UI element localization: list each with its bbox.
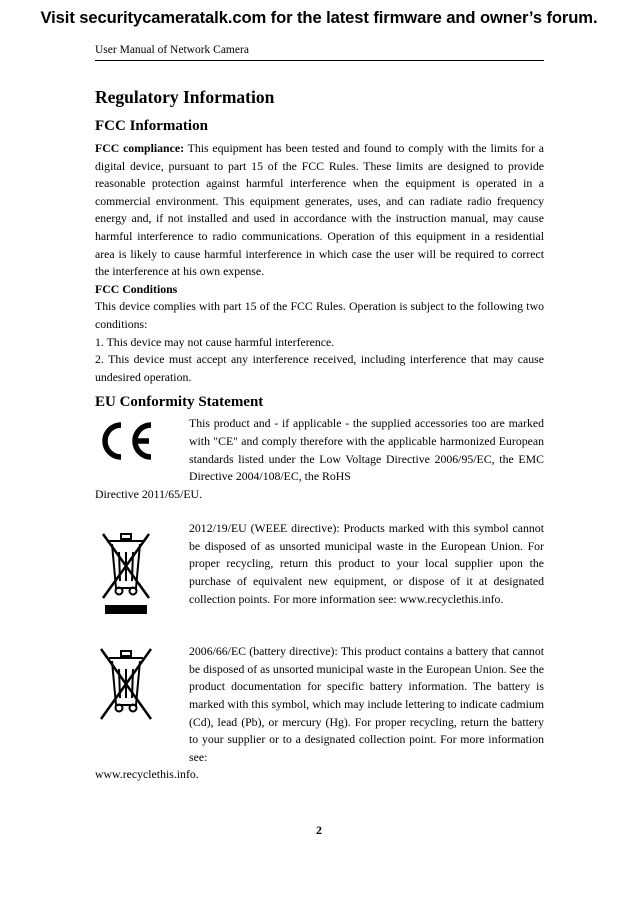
fcc-heading: FCC Information	[95, 118, 208, 134]
spacer	[95, 503, 544, 520]
weee-text: 2012/19/EU (WEEE directive): Products marked with this symbol cannot be disposed of as unsorted municipal waste in the European Union. For proper recycling, return this product to your local supplier upon the purchase of equivalent new equipment, or dispose of it at designated collection points. For more information see: www.recyclethis.info.	[189, 521, 544, 606]
fcc-conditions-intro: This device complies with part 15 of the FCC Rules. Operation is subject to the following two conditions:	[95, 299, 544, 331]
ce-mark-icon	[95, 421, 157, 467]
spacer	[95, 608, 544, 643]
fcc-condition-2: 2. This device must accept any interference received, including interference that may cause undesired operation.	[95, 352, 544, 384]
page-content	[95, 84, 544, 784]
battery-section	[95, 643, 544, 784]
ce-text: This product and - if applicable - the supplied accessories too are marked with "CE" and comply therefore with the applicable harmonized European standards listed under the Low Voltage Directive 2006/95/EC, the EMC Directive 2004/108/EC, the RoHS	[189, 416, 544, 484]
page-number: 2	[316, 823, 322, 837]
fcc-compliance-paragraph	[95, 140, 544, 281]
header-rule	[95, 60, 544, 61]
running-header: User Manual of Network Camera	[95, 44, 249, 56]
page-title: Regulatory Information	[95, 87, 275, 107]
eu-heading: EU Conformity Statement	[95, 394, 264, 411]
weee-section	[95, 520, 544, 608]
battery-bin-icon	[95, 643, 157, 731]
fcc-compliance-label: FCC compliance:	[95, 141, 185, 155]
battery-text: 2006/66/EC (battery directive): This product contains a battery that cannot be disposed of as unsorted municipal waste in the European Union. See the product documentation for specific battery information. The battery is marked with this symbol, which may include lettering to indicate cadmium (Cd), lead (Pb), or mercury (Hg). For proper recycling, return the battery to your supplier or to a designated collection point. For more information see:	[189, 644, 544, 764]
ce-text-tail: Directive 2011/65/EU.	[95, 486, 203, 501]
weee-bin-icon	[95, 528, 157, 624]
fcc-conditions-heading: FCC Conditions	[95, 281, 178, 296]
ce-section	[95, 415, 544, 503]
fcc-condition-1: 1. This device may not cause harmful interference.	[95, 334, 335, 349]
firmware-banner: Visit securitycameratalk.com for the latest firmware and owner’s forum.	[40, 8, 598, 27]
fcc-compliance-text: This equipment has been tested and found to comply with the limits for a digital device, pursuant to part 15 of the FCC Rules. These limits are designed to provide reasonable protection against harmful interference when the equipment is operated in a commercial environment. This equipment generates, uses, and can radiate radio frequency energy and, if not installed and used in accordance with the instruction manual, may cause harmful interference to radio communications. Operation of this equipment in a residential area is likely to cause harmful interference in which case the user will be required to correct the interference at his own expense.	[95, 141, 544, 279]
battery-text-tail: www.recyclethis.info.	[95, 767, 199, 782]
